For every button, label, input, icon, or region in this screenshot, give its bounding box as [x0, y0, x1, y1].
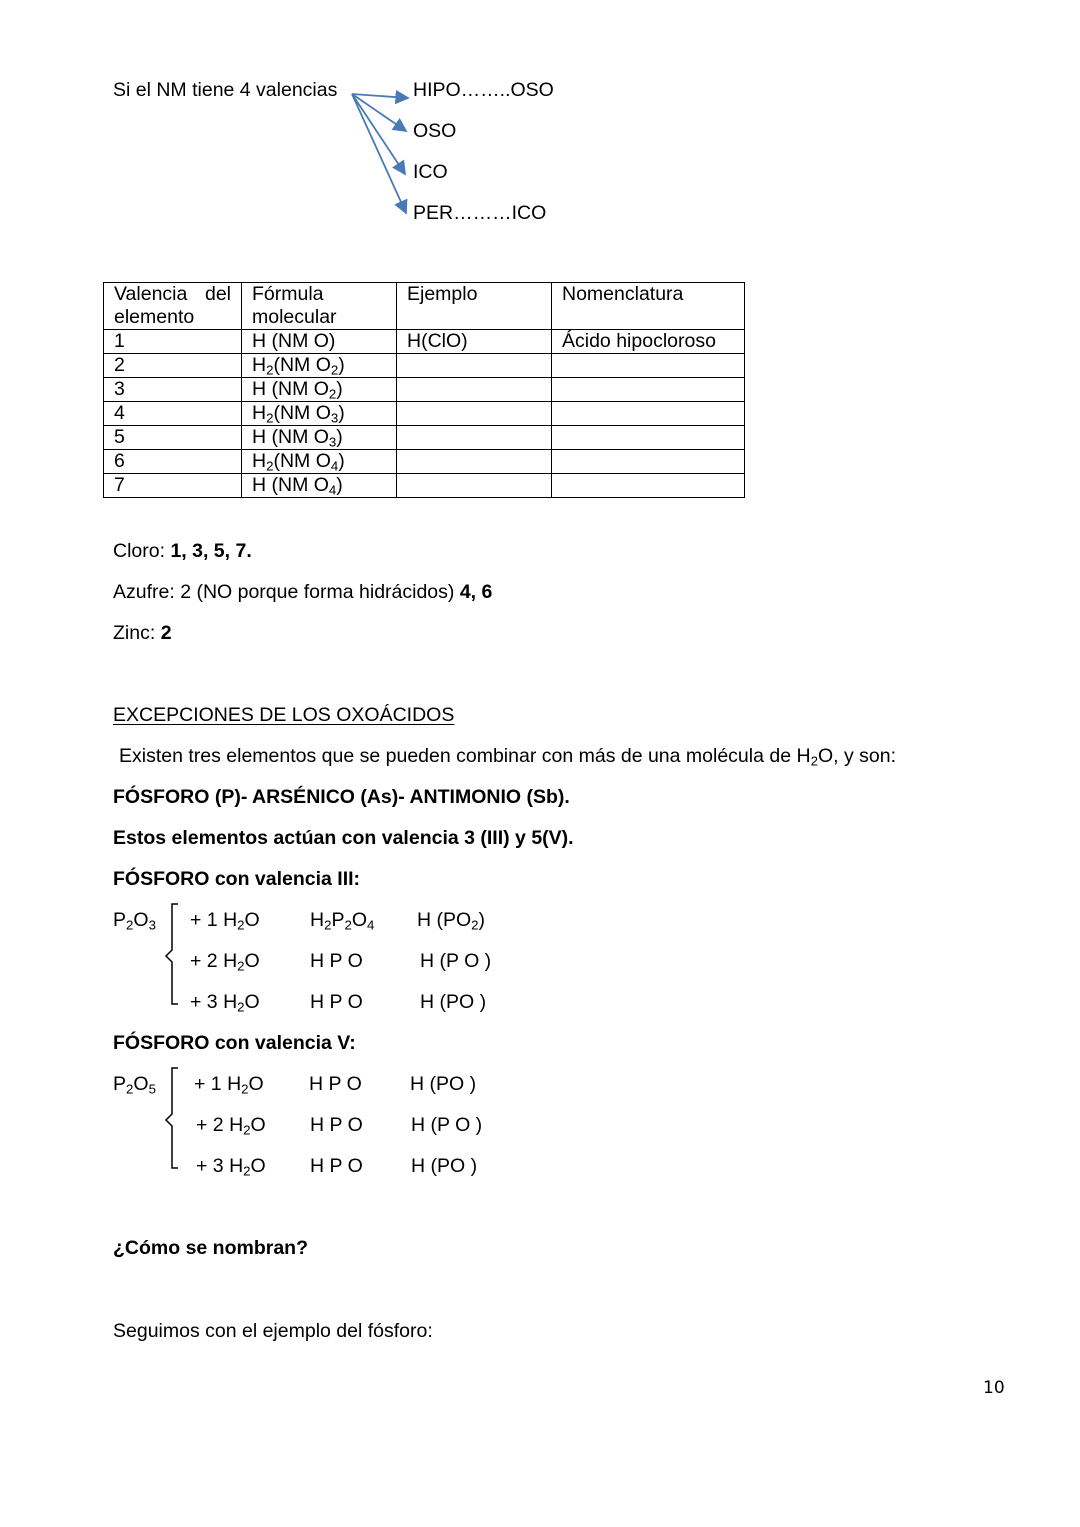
arrow-hipo: [352, 94, 408, 98]
table-row: 3 H (NM $O_2$): [104, 378, 745, 402]
table-row: 7 H (NM $O_4$): [104, 474, 745, 498]
naming-question: ¿Cómo se nombran?: [113, 1237, 309, 1259]
oxide-p2o5: $P_2O_5$: [113, 1073, 156, 1097]
page-number: 10: [983, 1378, 1005, 1398]
followup-text: Seguimos con el ejemplo del fósforo:: [113, 1320, 433, 1342]
azufre-line: Azufre: 2 (NO porque forma hidrácidos) 4, 6: [113, 581, 493, 603]
phosphorus-v-title: FÓSFORO con valencia V:: [113, 1032, 356, 1054]
exceptions-heading: EXCEPCIONES DE LOS OXOÁCIDOS: [113, 704, 455, 726]
oxide-p2o3: $P_2O_3$: [113, 909, 156, 933]
table-row: 2 $H_2(NM$ $O_2$): [104, 354, 745, 378]
table-row: 5 H (NM $O_3$): [104, 426, 745, 450]
branch-hipo-oso: HIPO……..OSO: [413, 79, 554, 101]
table-row: 1 H (NM O) H(ClO) Ácido hipocloroso: [104, 330, 745, 354]
table-header-row: [104, 283, 745, 330]
cloro-line: Cloro: 1, 3, 5, 7.: [113, 540, 252, 562]
header-nomenclatura: Nomenclatura: [552, 283, 745, 330]
table-row: 4 $H_2(NM$ $O_3$): [104, 402, 745, 426]
zinc-line: Zinc: 2: [113, 622, 172, 644]
valence-line: Estos elementos actúan con valencia 3 (III) y 5(V).: [113, 827, 574, 849]
header-valencia: Valencia del elemento: [104, 283, 242, 330]
branch-ico: ICO: [413, 161, 448, 183]
branch-oso: OSO: [413, 120, 457, 142]
brace-iii: [160, 900, 184, 1012]
branch-per-ico: PER………ICO: [413, 202, 547, 224]
arrow-ico: [352, 94, 405, 174]
phosphorus-iii-title: FÓSFORO con valencia III:: [113, 868, 361, 890]
brace-v: [160, 1064, 184, 1176]
intro-text: Si el NM tiene 4 valencias: [113, 79, 338, 101]
exceptions-intro: Existen tres elementos que se pueden combinar con más de una molécula de $H_2O$, y son:: [119, 745, 896, 769]
valence-table: [103, 282, 745, 498]
header-ejemplo: Ejemplo: [397, 283, 552, 330]
header-formula: Fórmula molecular: [242, 283, 397, 330]
table-row: 6 $H_2(NM$ $O_4$): [104, 450, 745, 474]
elements-line: FÓSFORO (P)- ARSÉNICO (As)- ANTIMONIO (Sb).: [113, 786, 570, 808]
